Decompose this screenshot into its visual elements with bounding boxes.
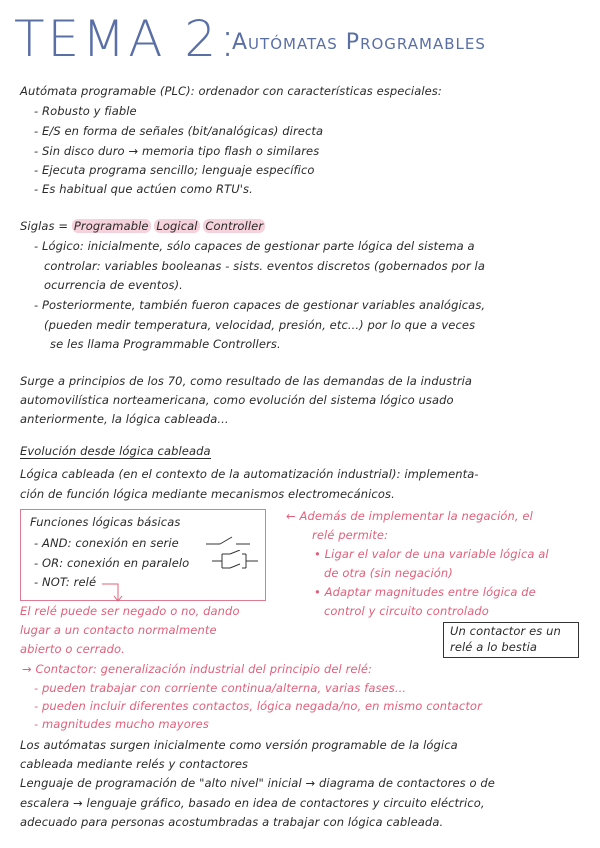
- posteriormente-line: - Posteriormente, también fueron capaces de gestionar variables analógicas,: [34, 298, 486, 312]
- or-switch-symbol: [212, 550, 258, 572]
- final-line: cableada mediante relés y contactores: [20, 757, 249, 771]
- feature-item: - Sin disco duro → memoria tipo flash o similares: [34, 144, 320, 158]
- feature-item: - Es habitual que actúen como RTU's.: [34, 182, 253, 196]
- contactor-line: - magnitudes mucho mayores: [34, 717, 209, 731]
- funcion-not: - NOT: relé: [34, 575, 97, 589]
- siglas-p: Programable: [73, 219, 149, 233]
- rele-note-line: El relé puede ser negado o no, dando: [20, 604, 240, 618]
- feature-item: - E/S en forma de señales (bit/analógicas) directa: [34, 124, 324, 138]
- surge-line: anteriormente, la lógica cableada...: [20, 412, 229, 426]
- rele-note-line: lugar a un contacto normalmente: [20, 623, 217, 637]
- evolucion-heading: Evolución desde lógica cableada: [20, 444, 211, 458]
- contactor-line: - pueden incluir diferentes contactos, lógica negada/no, en mismo contactor: [34, 699, 482, 713]
- feature-item: - Robusto y fiable: [34, 104, 137, 118]
- ademas-line: relé permite:: [312, 528, 388, 542]
- and-switch-symbol: [206, 534, 250, 550]
- siglas-label: Siglas =: [20, 219, 69, 233]
- siglas-l: Logical: [156, 219, 198, 233]
- contactor-box-line: relé a lo bestia: [450, 640, 538, 654]
- evolucion-line: Lógica cableada (en el contexto de la automatización industrial): implementa-: [20, 467, 479, 481]
- evolucion-line: ción de función lógica mediante mecanismos electromecánicos.: [20, 487, 395, 501]
- surge-line: Surge a principios de los 70, como resultado de las demandas de la industria: [20, 374, 473, 388]
- logico-line: ocurrencia de eventos).: [44, 278, 183, 292]
- ademas-line: de otra (sin negación): [324, 566, 453, 580]
- ademas-line: • Adaptar magnitudes entre lógica de: [314, 585, 536, 599]
- posteriormente-line: se les llama Programmable Controllers.: [50, 337, 281, 351]
- ademas-line: ← Además de implementar la negación, el: [286, 509, 533, 523]
- surge-line: automovilística norteamericana, como evolución del sistema lógico usado: [20, 393, 454, 407]
- siglas-c: Controller: [205, 219, 264, 233]
- funciones-title: Funciones lógicas básicas: [30, 515, 181, 529]
- siglas-line: [20, 219, 265, 233]
- rele-arrow: [100, 578, 126, 604]
- page-title: TEMA 2:: [14, 10, 240, 68]
- funcion-or: - OR: conexión en paralelo: [34, 556, 190, 570]
- final-line: escalera → lenguaje gráfico, basado en idea de contactores y circuito eléctrico,: [20, 796, 485, 810]
- contactor-box-line: Un contactor es un: [450, 624, 561, 638]
- intro-text: Autómata programable (PLC): ordenador con características especiales:: [20, 84, 442, 98]
- logico-line: - Lógico: inicialmente, sólo capaces de gestionar parte lógica del sistema a: [34, 239, 475, 253]
- page-subtitle: Autómatas Programables: [232, 30, 486, 55]
- posteriormente-line: (pueden medir temperatura, velocidad, presión, etc...) por lo que a veces: [44, 318, 476, 332]
- rele-note-line: abierto o cerrado.: [20, 642, 125, 656]
- funcion-and: - AND: conexión en serie: [34, 536, 179, 550]
- ademas-line: control y circuito controlado: [324, 604, 489, 618]
- contactor-line: - pueden trabajar con corriente continua/alterna, varias fases...: [34, 681, 407, 695]
- final-line: adecuado para personas acostumbradas a trabajar con lógica cableada.: [20, 815, 444, 829]
- final-line: Lenguaje de programación de "alto nivel" inicial → diagrama de contactores o de: [20, 776, 495, 790]
- contactor-line: → Contactor: generalización industrial del principio del relé:: [22, 662, 373, 676]
- final-line: Los autómatas surgen inicialmente como versión programable de la lógica: [20, 738, 458, 752]
- ademas-line: • Ligar el valor de una variable lógica al: [314, 547, 549, 561]
- feature-item: - Ejecuta programa sencillo; lenguaje específico: [34, 163, 315, 177]
- logico-line: controlar: variables booleanas - sists. eventos discretos (gobernados por la: [44, 259, 485, 273]
